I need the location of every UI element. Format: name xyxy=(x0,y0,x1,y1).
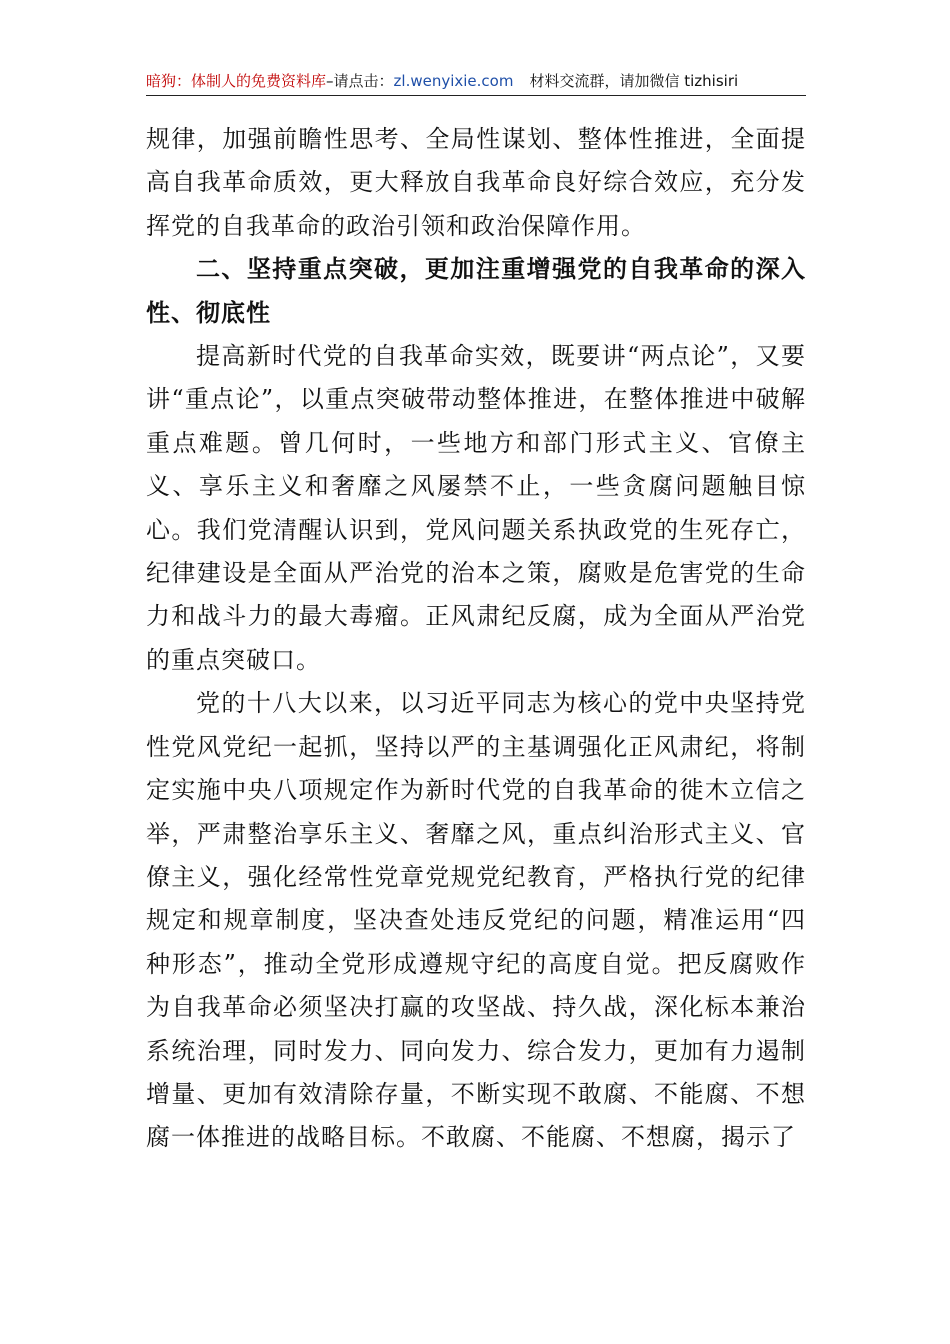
section-heading: 二、坚持重点突破，更加注重增强党的自我革命的深入性、彻底性 xyxy=(146,255,806,327)
paragraph-continuation: 规律，加强前瞻性思考、全局性谋划、整体性推进，全面提高自我革命质效，更大释放自我革命良好综合效应，充分发挥党的自我革命的政治引领和政治保障作用。 xyxy=(146,125,806,240)
paragraph: 党的十八大以来，以习近平同志为核心的党中央坚持党性党风党纪一起抓，坚持以严的主基调强化正风肃纪，将制定实施中央八项规定作为新时代党的自我革命的徙木立信之举，严肃整治享乐主义、奢靡之风，重点纠治形式主义、官僚主义，强化经常性党章党规党纪教育，严格执行党的纪律规定和规章制度，坚决查处违反党纪的问题，精准运用“四种形态”，推动全党形成遵规守纪的高度自觉。把反腐败作为自我革命必须坚决打赢的攻坚战、持久战，深化标本兼治系统治理，同时发力、同向发力、综合发力，更加有力遏制增量、更加有效清除存量，不断实现不敢腐、不能腐、不想腐一体推进的战略目标。不敢腐、不能腐、不想腐，揭示了 xyxy=(146,689,806,1152)
document-body xyxy=(146,118,806,1160)
header-prompt-text: –请点击： xyxy=(326,72,394,90)
page-header xyxy=(146,68,806,94)
header-brand-text: 暗狗：体制人的免费资料库 xyxy=(146,72,327,90)
header-link[interactable]: zl.wenyixie.com xyxy=(393,72,514,90)
header-divider xyxy=(146,95,806,96)
header-wechat-text: 材料交流群，请加微信 tizhisiri xyxy=(529,72,739,90)
paragraph: 提高新时代党的自我革命实效，既要讲“两点论”，又要讲“重点论”，以重点突破带动整体推进，在整体推进中破解重点难题。曾几何时，一些地方和部门形式主义、官僚主义、享乐主义和奢靡之风屡禁不止，一些贪腐问题触目惊心。我们党清醒认识到，党风问题关系执政党的生死存亡，纪律建设是全面从严治党的治本之策，腐败是危害党的生命力和战斗力的最大毒瘤。正风肃纪反腐，成为全面从严治党的重点突破口。 xyxy=(146,342,806,674)
